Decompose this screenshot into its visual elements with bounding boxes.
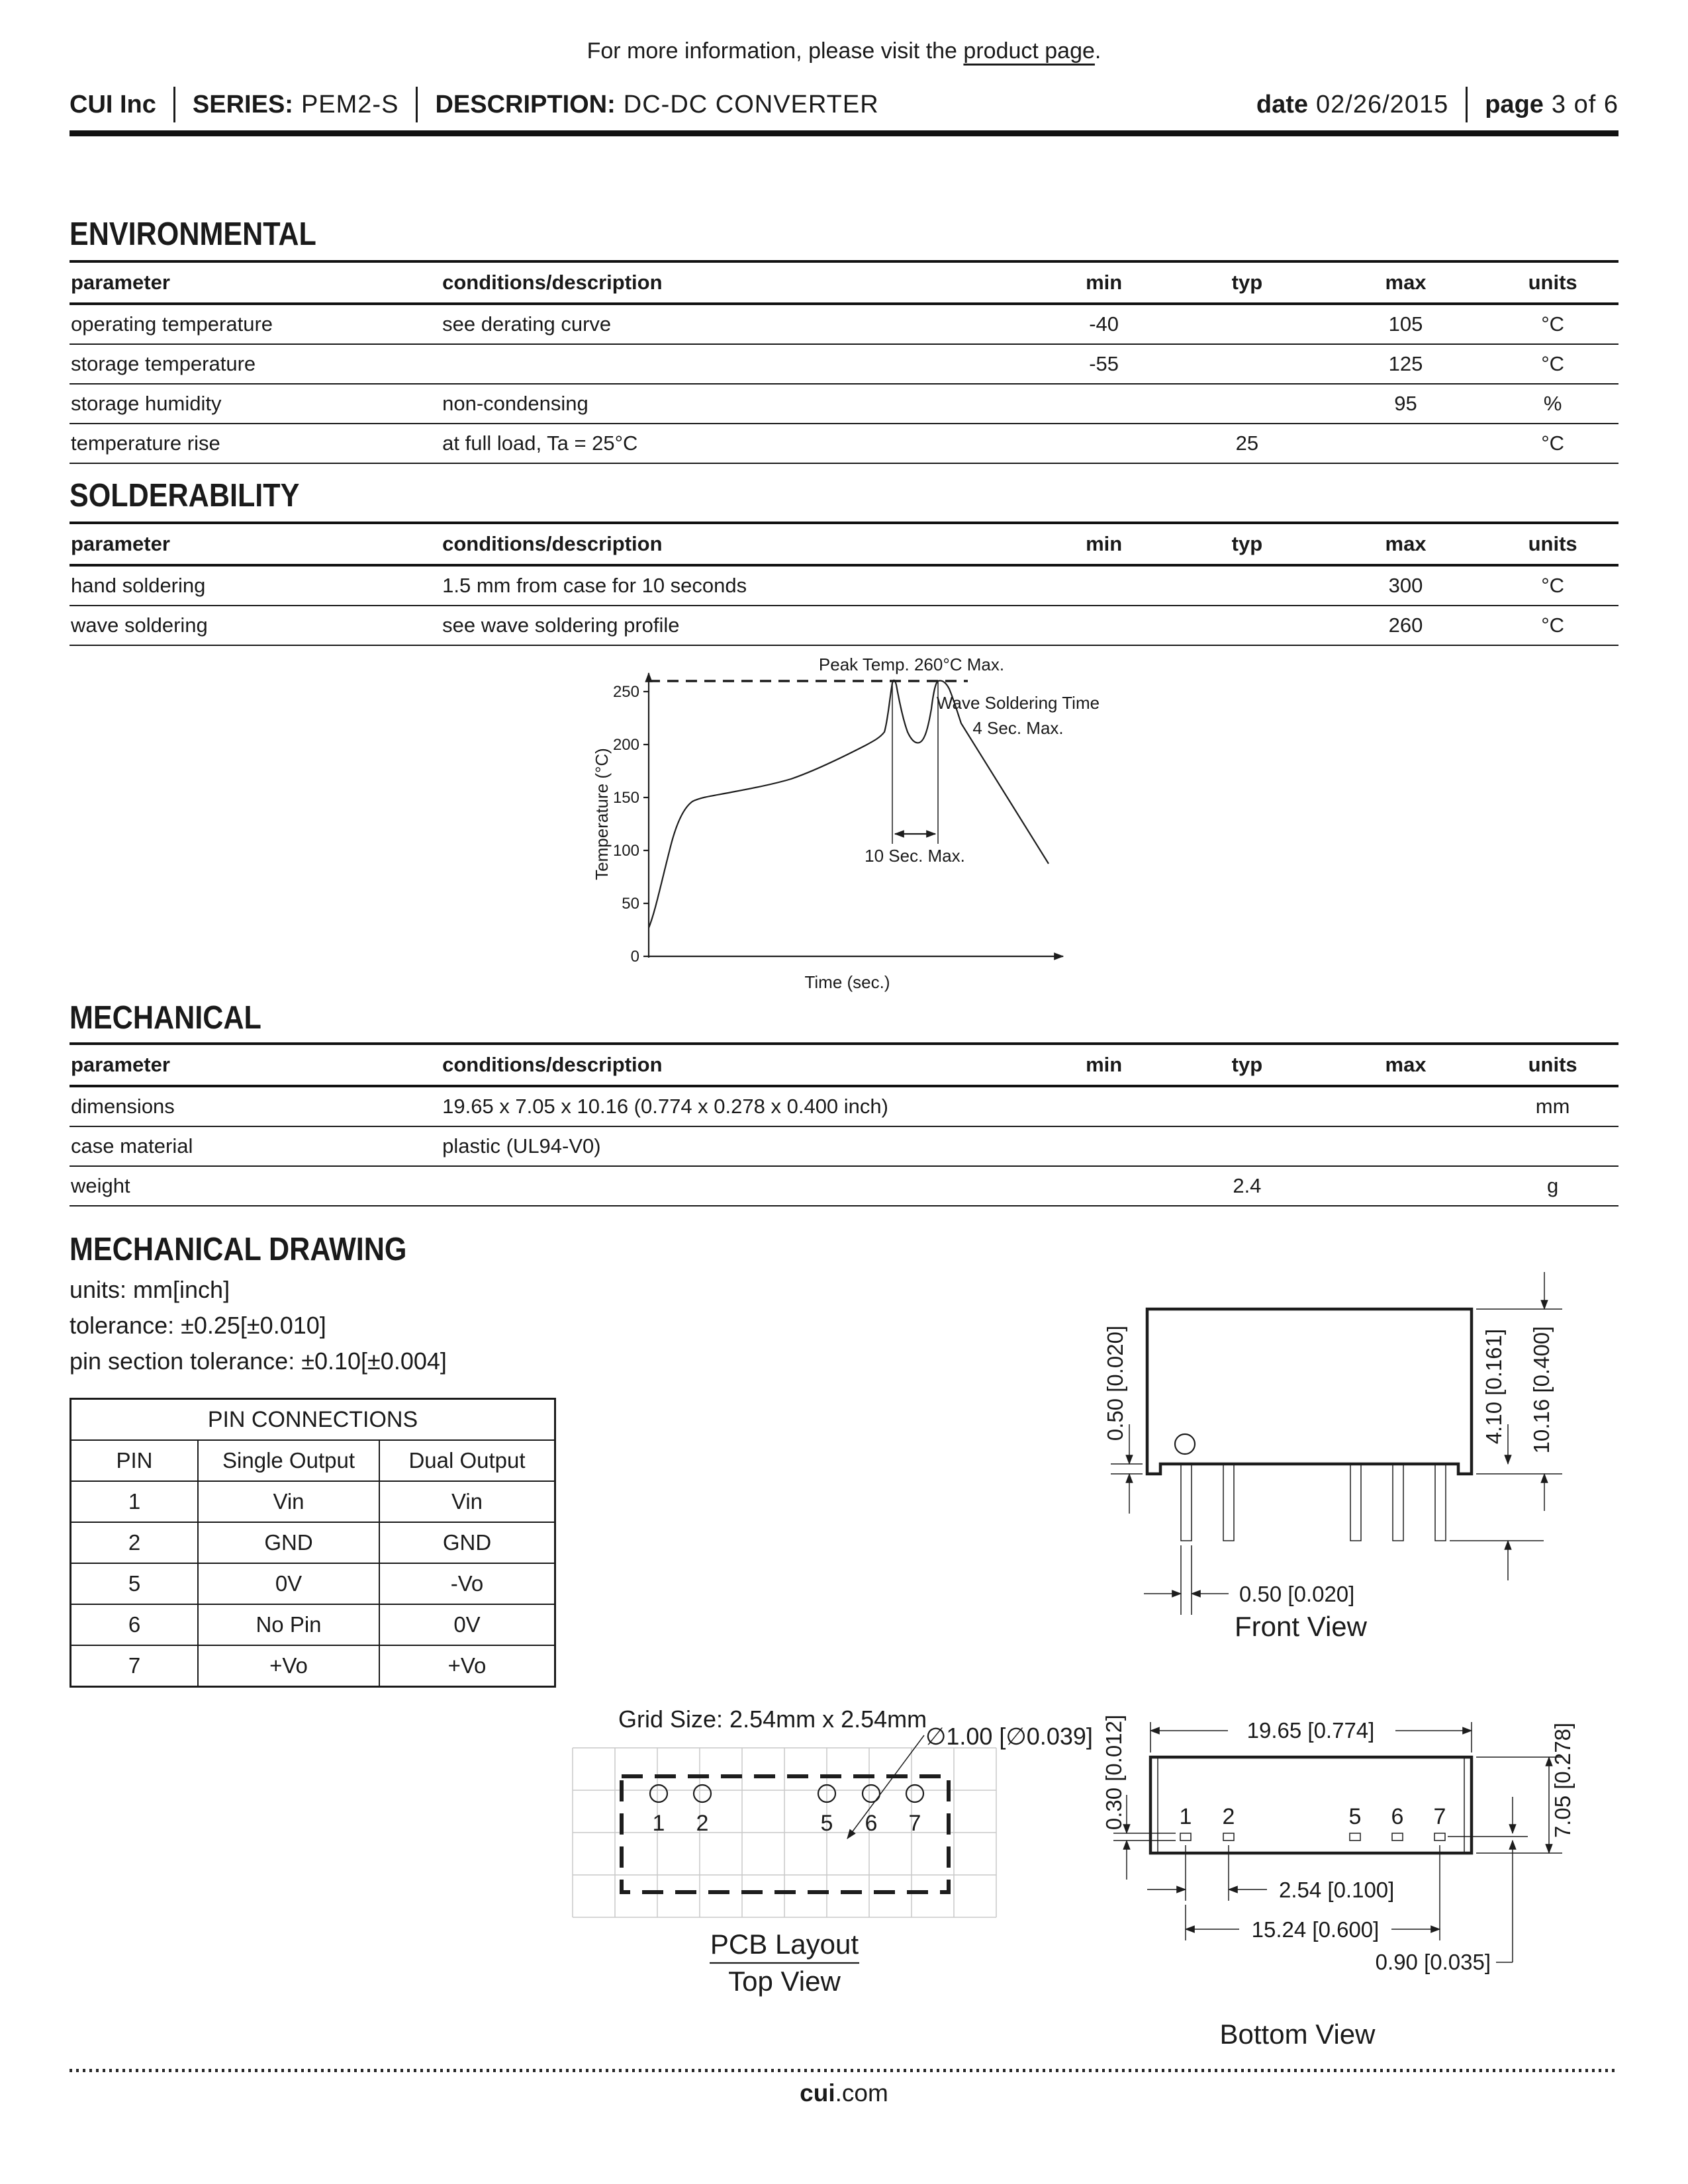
header-rule xyxy=(70,130,1618,136)
y-tick: 100 xyxy=(612,842,639,860)
dim-pin-size: 0.90 [0.035] xyxy=(1375,1950,1491,1974)
table-cell: +Vo xyxy=(447,1653,487,1678)
x-axis-label: Time (sec.) xyxy=(804,972,890,992)
table-row xyxy=(71,1523,554,1564)
table-cell: % xyxy=(1543,392,1562,415)
table-cell: 5 xyxy=(71,1564,199,1604)
table-cell: units xyxy=(1528,271,1577,294)
table-cell: min xyxy=(1086,532,1123,555)
table-row xyxy=(71,1564,554,1605)
table-cell: Vin xyxy=(451,1489,483,1514)
peak-temp-annotation: Peak Temp. 260°C Max. xyxy=(818,655,1005,674)
y-tick: 200 xyxy=(612,736,639,754)
wave-time-annotation-1: Wave Soldering Time xyxy=(936,693,1100,713)
front-view-label: Front View xyxy=(1235,1611,1367,1642)
table-row xyxy=(70,1087,1618,1127)
dim-width: 19.65 [0.774] xyxy=(1246,1718,1375,1743)
table-cell: °C xyxy=(1541,614,1565,637)
y-tick: 150 xyxy=(612,789,639,807)
table-cell: 6 xyxy=(71,1605,199,1645)
section-title-mechanical: MECHANICAL xyxy=(70,1000,261,1036)
dim-pin-offset: 0.30 [0.012] xyxy=(1102,1714,1126,1831)
top-note-text: For more information, please visit the xyxy=(586,38,964,64)
drawing-notes xyxy=(70,1272,447,1379)
table-cell: No Pin xyxy=(199,1605,380,1645)
note-tolerance: tolerance: ±0.25[±0.010] xyxy=(70,1312,326,1339)
table-cell: typ xyxy=(1231,1053,1263,1076)
header-right xyxy=(1256,87,1618,122)
pcb-layout-label: PCB Layout xyxy=(710,1929,859,1960)
table-cell: 260 xyxy=(1388,614,1423,637)
bv-pin-number: 7 xyxy=(1433,1804,1446,1829)
date-value: 02/26/2015 xyxy=(1316,90,1449,118)
table-cell: hand soldering xyxy=(71,574,206,597)
dwell-annotation: 10 Sec. Max. xyxy=(865,846,965,866)
table-cell: units xyxy=(1528,1053,1577,1076)
pcb-pin-number: 7 xyxy=(908,1811,921,1836)
front-view-drawing xyxy=(1099,1284,1635,1655)
table-cell: Dual Output xyxy=(408,1448,526,1473)
table-cell: min xyxy=(1086,271,1123,294)
header-bar xyxy=(70,85,1618,124)
table-cell: weight xyxy=(71,1174,130,1197)
bottom-view-label: Bottom View xyxy=(1219,2019,1376,2050)
table-cell: 0V xyxy=(453,1612,481,1637)
divider xyxy=(416,87,418,122)
table-row xyxy=(70,424,1618,464)
table-cell: at full load, Ta = 25°C xyxy=(442,432,638,455)
table-cell: parameter xyxy=(71,1053,170,1076)
wave-time-annotation-2: 4 Sec. Max. xyxy=(972,718,1064,738)
pin-connections-title: PIN CONNECTIONS xyxy=(71,1400,554,1441)
y-tick: 0 xyxy=(630,948,639,966)
wave-soldering-profile-chart xyxy=(583,645,1112,1006)
table-cell: 300 xyxy=(1388,574,1423,597)
table-row xyxy=(71,1605,554,1646)
page-label: page xyxy=(1485,90,1544,118)
table-cell: GND xyxy=(199,1523,380,1563)
pcb-pin-number: 1 xyxy=(652,1811,665,1836)
table-cell: GND xyxy=(442,1530,492,1555)
table-cell: 25 xyxy=(1235,432,1259,455)
hole-diameter-label: ∅1.00 [∅0.039] xyxy=(925,1723,1093,1750)
table-row xyxy=(70,567,1618,606)
table-cell: 1.5 mm from case for 10 seconds xyxy=(442,574,747,597)
table-cell: 1 xyxy=(71,1482,199,1522)
table-cell: max xyxy=(1385,1053,1427,1076)
table-cell: 0V xyxy=(199,1564,380,1604)
table-row xyxy=(70,305,1618,345)
table-cell: typ xyxy=(1231,271,1263,294)
top-note-period: . xyxy=(1094,38,1102,64)
table-cell: Vin xyxy=(199,1482,380,1522)
table-cell: wave soldering xyxy=(71,614,208,637)
table-cell: plastic (UL94-V0) xyxy=(442,1134,601,1158)
table-cell: 2.4 xyxy=(1233,1174,1262,1197)
table-cell: 2 xyxy=(71,1523,199,1563)
pcb-pin-number: 5 xyxy=(820,1811,833,1836)
table-cell: mm xyxy=(1535,1095,1570,1118)
table-cell: conditions/description xyxy=(442,1053,663,1076)
dim-depth: 7.05 [0.278] xyxy=(1550,1722,1575,1839)
section-title-environmental: ENVIRONMENTAL xyxy=(70,216,316,252)
table-cell: temperature rise xyxy=(71,432,220,455)
footer-tld: .com xyxy=(835,2079,888,2107)
top-note xyxy=(0,38,1688,64)
table-cell: typ xyxy=(1231,532,1263,555)
dim-standoff: 0.50 [0.020] xyxy=(1103,1325,1127,1441)
pcb-pin-number: 2 xyxy=(696,1811,709,1836)
table-cell: Single Output xyxy=(199,1441,380,1480)
brand: CUI Inc xyxy=(70,90,156,118)
table-cell: 105 xyxy=(1388,312,1423,336)
table-cell: see wave soldering profile xyxy=(442,614,680,637)
footer-url[interactable] xyxy=(0,2079,1688,2107)
pin-connections-table xyxy=(70,1398,556,1688)
section-title-mechanical-drawing: MECHANICAL DRAWING xyxy=(70,1232,407,1267)
series-label: SERIES: xyxy=(192,90,293,118)
note-pin-tolerance: pin section tolerance: ±0.10[±0.004] xyxy=(70,1347,447,1375)
grid-size-label: Grid Size: 2.54mm x 2.54mm xyxy=(618,1706,927,1733)
table-row xyxy=(70,606,1618,646)
table-cell: parameter xyxy=(71,532,170,555)
table-row xyxy=(70,385,1618,424)
table-row xyxy=(70,345,1618,385)
bv-pin-number: 5 xyxy=(1348,1804,1362,1829)
table-row xyxy=(71,1441,554,1482)
pin-connections-body xyxy=(71,1441,554,1686)
page-value: 3 of 6 xyxy=(1551,90,1618,118)
table-row xyxy=(70,260,1618,305)
table-cell: °C xyxy=(1541,352,1565,375)
table-cell: conditions/description xyxy=(442,532,663,555)
footer-domain: cui xyxy=(800,2079,835,2107)
y-tick: 250 xyxy=(612,683,639,701)
solderability-table xyxy=(70,522,1618,646)
description-value: DC-DC CONVERTER xyxy=(623,90,879,118)
y-tick: 50 xyxy=(622,895,639,913)
date-label: date xyxy=(1256,90,1309,118)
pcb-layout-drawing xyxy=(556,1701,1112,2005)
table-cell: °C xyxy=(1541,432,1565,455)
bv-pin-number: 1 xyxy=(1179,1804,1192,1829)
divider xyxy=(1466,87,1468,122)
table-cell: storage humidity xyxy=(71,392,222,415)
table-cell: 125 xyxy=(1388,352,1423,375)
table-cell: max xyxy=(1385,532,1427,555)
table-cell: °C xyxy=(1541,574,1565,597)
product-page-link[interactable]: product page xyxy=(963,38,1095,64)
dim-pin-length: 4.10 [0.161] xyxy=(1481,1328,1506,1445)
bv-pin-number: 2 xyxy=(1222,1804,1235,1829)
table-cell: operating temperature xyxy=(71,312,273,336)
table-cell: -55 xyxy=(1089,352,1119,375)
section-title-solderability: SOLDERABILITY xyxy=(70,478,300,514)
table-cell: max xyxy=(1385,271,1427,294)
table-cell: non-condensing xyxy=(442,392,588,415)
mechanical-table xyxy=(70,1042,1618,1206)
table-cell: 7 xyxy=(71,1646,199,1686)
bottom-view-drawing xyxy=(1099,1694,1648,2078)
dim-span: 15.24 [0.600] xyxy=(1251,1917,1380,1942)
dim-pin-width: 0.50 [0.020] xyxy=(1239,1582,1355,1606)
table-cell: 95 xyxy=(1394,392,1417,415)
environmental-table xyxy=(70,260,1618,464)
table-cell: storage temperature xyxy=(71,352,256,375)
pin1-indicator-circle xyxy=(1175,1434,1195,1454)
dim-pitch: 2.54 [0.100] xyxy=(1279,1878,1395,1902)
table-row xyxy=(71,1646,554,1686)
divider xyxy=(173,87,175,122)
table-row xyxy=(70,1167,1618,1206)
table-cell: °C xyxy=(1541,312,1565,336)
note-units: units: mm[inch] xyxy=(70,1276,230,1303)
table-cell: 19.65 x 7.05 x 10.16 (0.774 x 0.278 x 0.400 inch) xyxy=(442,1095,888,1118)
table-cell: conditions/description xyxy=(442,271,663,294)
table-cell: PIN xyxy=(71,1441,199,1480)
table-cell: g xyxy=(1547,1174,1559,1197)
table-cell: see derating curve xyxy=(442,312,612,336)
pcb-top-view-label: Top View xyxy=(728,1966,841,1997)
table-row xyxy=(70,1042,1618,1087)
table-cell: units xyxy=(1528,532,1577,555)
table-cell: +Vo xyxy=(199,1646,380,1686)
description-label: DESCRIPTION: xyxy=(435,90,616,118)
pcb-pin-number: 6 xyxy=(865,1811,878,1836)
table-cell: parameter xyxy=(71,271,170,294)
table-row xyxy=(70,522,1618,567)
table-cell: -40 xyxy=(1089,312,1119,336)
table-cell: min xyxy=(1086,1053,1123,1076)
table-cell: dimensions xyxy=(71,1095,175,1118)
table-row xyxy=(70,1127,1618,1167)
table-row xyxy=(71,1482,554,1523)
y-axis-label: Temperature (°C) xyxy=(592,748,612,880)
table-cell: case material xyxy=(71,1134,193,1158)
table-cell: -Vo xyxy=(450,1571,484,1596)
dim-height: 10.16 [0.400] xyxy=(1529,1326,1554,1454)
footer-divider xyxy=(70,2069,1618,2072)
bv-pin-number: 6 xyxy=(1391,1804,1404,1829)
series-value: PEM2-S xyxy=(301,90,399,118)
